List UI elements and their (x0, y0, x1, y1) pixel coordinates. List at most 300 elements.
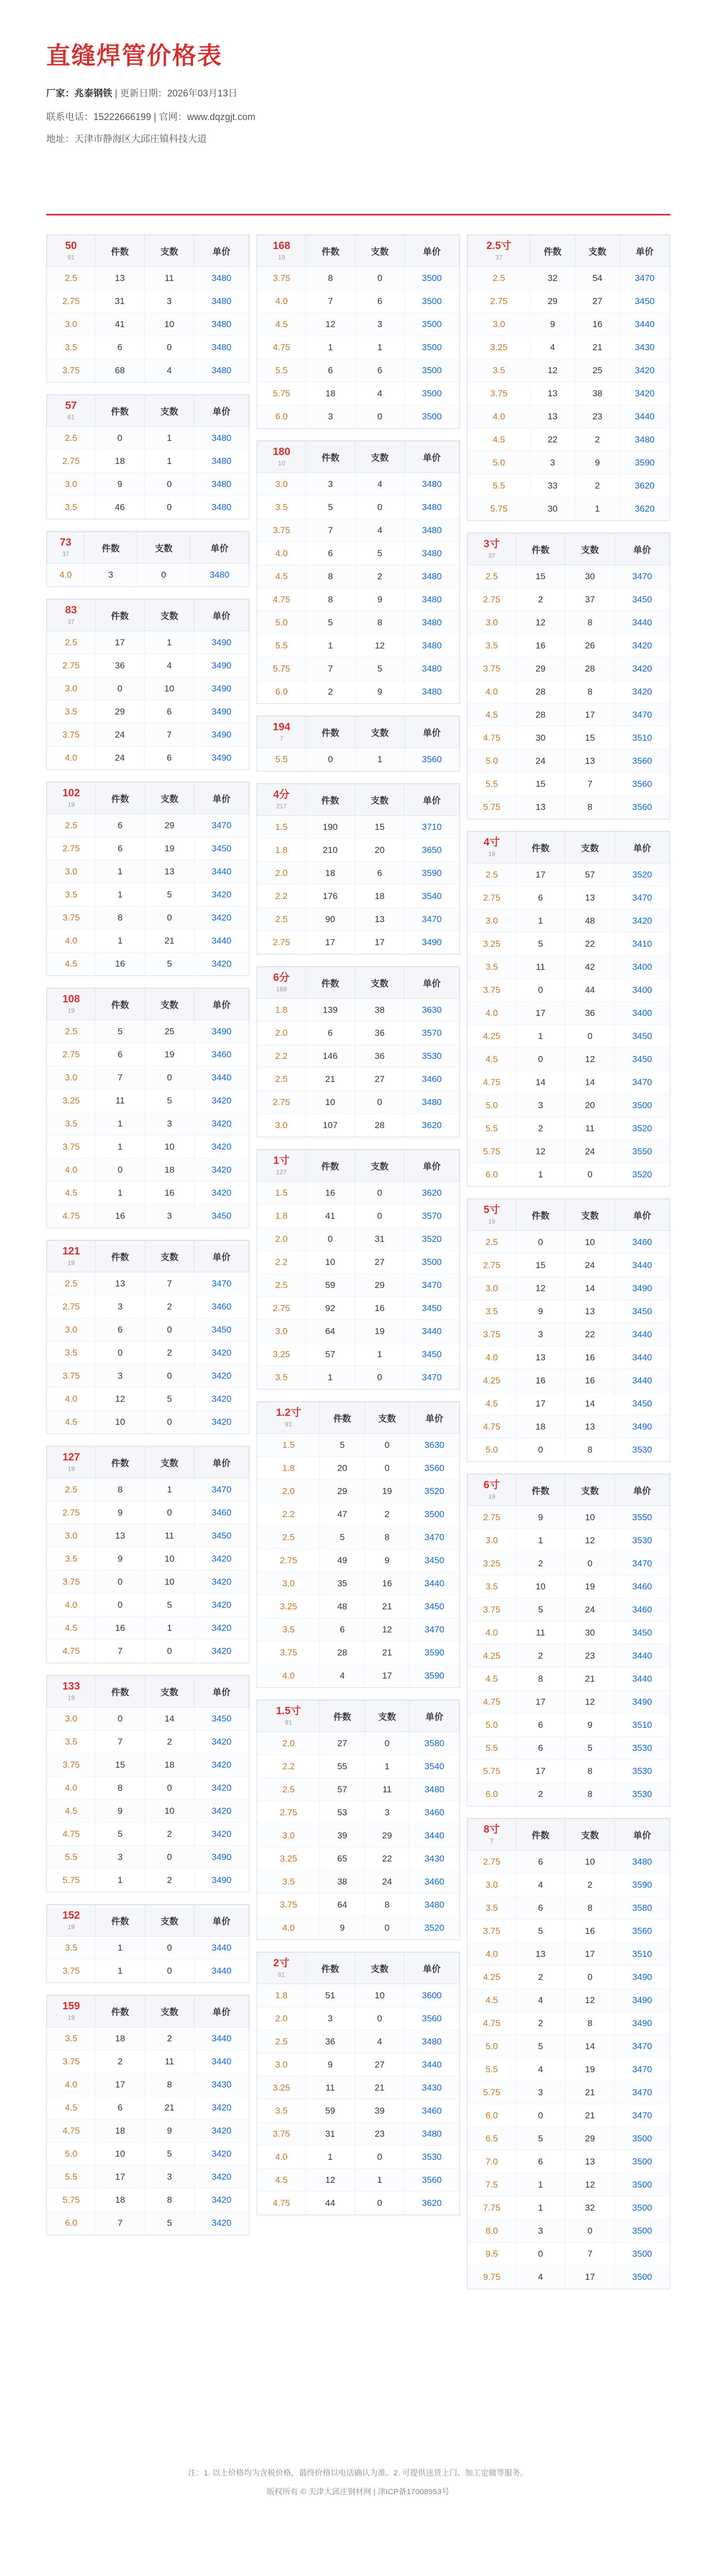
thickness-cell: 5.75 (468, 497, 530, 521)
qty-header: 件数 (516, 1819, 565, 1850)
price-table (257, 235, 459, 428)
price-cell: 3530 (615, 1438, 670, 1462)
pcs-cell: 4 (355, 2030, 404, 2053)
qty-cell: 11 (516, 1621, 565, 1644)
thickness-cell: 4.75 (47, 1823, 95, 1846)
pcs-cell: 8 (565, 1897, 615, 1920)
table-row (258, 1228, 459, 1251)
price-header: 单价 (410, 1402, 459, 1434)
thickness-cell: 4.25 (468, 1966, 516, 1989)
thickness-cell: 3.0 (468, 1529, 516, 1552)
price-header: 单价 (404, 784, 459, 816)
table-row (468, 910, 670, 933)
table-row (258, 519, 459, 542)
qty-cell: 9 (516, 1506, 565, 1529)
pcs-cell: 37 (565, 588, 615, 611)
pcs-cell: 54 (575, 267, 619, 290)
pcs-cell: 19 (145, 1043, 194, 1066)
table-row (47, 1617, 249, 1640)
table-row (258, 999, 459, 1022)
table-row (47, 290, 249, 313)
qty-cell: 13 (95, 1272, 145, 1295)
spec-header (258, 1150, 306, 1182)
spec-name: 102 (62, 787, 80, 799)
qty-header: 件数 (305, 967, 355, 999)
pcs-cell: 5 (355, 542, 404, 565)
qty-cell: 0 (306, 748, 355, 771)
thickness-cell: 3.5 (47, 700, 95, 723)
qty-cell: 15 (95, 1754, 145, 1777)
pcs-cell: 8 (565, 1783, 615, 1806)
table-row (47, 953, 249, 976)
qty-cell: 10 (95, 2142, 145, 2166)
price-cell: 3420 (194, 906, 249, 929)
price-cell: 3420 (194, 1617, 249, 1640)
pcs-cell: 8 (145, 2073, 194, 2096)
thickness-cell: 2.0 (258, 1022, 306, 1045)
qty-cell: 12 (95, 1388, 145, 1411)
qty-cell: 29 (516, 657, 565, 680)
pcs-header: 支数 (565, 1475, 615, 1506)
qty-cell: 6 (516, 1897, 565, 1920)
table-row (468, 1966, 670, 1989)
qty-header: 件数 (95, 783, 145, 814)
pcs-cell: 39 (355, 2099, 404, 2123)
price-cell: 3480 (194, 496, 249, 519)
column-middle (257, 234, 460, 2227)
qty-cell: 190 (305, 816, 355, 839)
thickness-cell: 5.75 (468, 2081, 516, 2104)
table-row (468, 1346, 670, 1369)
pcs-header: 支数 (145, 395, 194, 427)
qty-cell: 16 (95, 953, 145, 976)
table-row (258, 1801, 459, 1824)
qty-cell: 8 (95, 906, 145, 929)
price-cell: 3490 (615, 1277, 670, 1300)
pcs-cell: 12 (355, 634, 404, 657)
thickness-cell: 2.5 (47, 814, 95, 837)
price-cell: 3620 (620, 497, 670, 521)
spec-count: 37 (67, 618, 75, 626)
price-cell: 3460 (615, 1575, 670, 1598)
pcs-cell: 21 (565, 2081, 615, 2104)
thickness-cell: 3.5 (258, 1618, 320, 1641)
table-row (468, 796, 670, 819)
qty-cell: 12 (516, 1277, 565, 1300)
qty-cell: 6 (305, 1022, 355, 1045)
pcs-cell: 9 (575, 451, 619, 474)
pcs-cell: 0 (365, 1732, 409, 1755)
thickness-cell: 3.75 (47, 1571, 95, 1594)
price-cell: 3490 (615, 2012, 670, 2035)
thickness-cell: 2.75 (468, 886, 516, 910)
pcs-cell: 17 (565, 703, 615, 727)
thickness-cell: 5.75 (258, 382, 306, 405)
spec-table (46, 394, 250, 519)
spec-count: 217 (276, 803, 287, 810)
table-row (47, 2189, 249, 2212)
price-cell: 3520 (404, 1228, 459, 1251)
table-row (258, 290, 459, 313)
qty-cell: 65 (320, 1847, 365, 1870)
pcs-cell: 17 (565, 1943, 615, 1966)
table-row (47, 1341, 249, 1365)
qty-cell: 7 (95, 2212, 145, 2235)
qty-cell: 7 (95, 1066, 145, 1089)
price-cell: 3470 (404, 908, 459, 931)
price-cell: 3630 (410, 1434, 459, 1457)
qty-header: 件数 (95, 1241, 145, 1272)
table-row (47, 2212, 249, 2235)
table-row (47, 1089, 249, 1112)
spec-name: 152 (62, 1910, 80, 1922)
pcs-cell: 16 (565, 1346, 615, 1369)
table-row (468, 1644, 670, 1668)
price-cell: 3480 (404, 588, 459, 611)
thickness-cell: 5.0 (468, 451, 530, 474)
table-row (47, 814, 249, 837)
pcs-cell: 26 (565, 634, 615, 657)
thickness-cell: 7.5 (468, 2173, 516, 2196)
qty-header: 件数 (95, 235, 144, 267)
spec-table (467, 1474, 670, 1806)
pcs-cell: 17 (365, 1664, 409, 1687)
table-row (468, 588, 670, 611)
thickness-cell: 5.75 (258, 657, 306, 680)
price-cell: 3440 (194, 929, 249, 953)
spec-count: 169 (276, 986, 287, 993)
table-row (468, 2243, 670, 2266)
qty-cell: 0 (516, 1231, 565, 1254)
price-cell: 3470 (615, 2058, 670, 2081)
qty-header: 件数 (305, 784, 355, 816)
table-row (258, 1434, 459, 1457)
pcs-cell: 4 (355, 519, 404, 542)
pcs-cell: 2 (575, 428, 619, 451)
table-row (47, 1318, 249, 1341)
price-table (47, 599, 249, 770)
qty-cell: 4 (516, 2266, 565, 2289)
qty-header: 件数 (305, 1150, 355, 1182)
table-row (258, 1114, 459, 1137)
price-cell: 3480 (410, 1893, 459, 1917)
thickness-cell: 3.75 (47, 1754, 95, 1777)
price-table (257, 1700, 459, 1940)
price-cell: 3490 (615, 1966, 670, 1989)
table-row (47, 267, 249, 290)
price-cell: 3440 (194, 1066, 249, 1089)
pcs-cell: 25 (575, 359, 619, 382)
table-row (468, 1071, 670, 1094)
pcs-cell: 0 (365, 1917, 409, 1940)
spec-table (46, 1446, 250, 1663)
price-table (467, 1474, 670, 1806)
table-row (258, 1847, 459, 1870)
price-cell: 3530 (615, 1529, 670, 1552)
table-row (468, 1438, 670, 1462)
qty-cell: 3 (84, 564, 137, 587)
spec-count: 19 (68, 1259, 75, 1267)
pcs-cell: 29 (365, 1824, 409, 1847)
qty-cell: 9 (530, 313, 575, 336)
thickness-cell: 6.0 (258, 405, 306, 428)
table-row (468, 1850, 670, 1874)
qty-cell: 90 (305, 908, 355, 931)
qty-cell: 31 (95, 290, 144, 313)
price-header: 单价 (404, 1150, 459, 1182)
qty-header: 件数 (95, 1447, 145, 1478)
thickness-cell: 4.0 (468, 1002, 516, 1025)
table-row (47, 906, 249, 929)
table-row (468, 1117, 670, 1140)
thickness-cell: 2.5 (258, 1274, 306, 1297)
table-row (468, 2035, 670, 2058)
qty-cell: 12 (305, 2169, 355, 2192)
price-cell: 3520 (615, 863, 670, 886)
price-cell: 3450 (410, 1595, 459, 1618)
table-row (47, 2027, 249, 2050)
price-cell: 3470 (404, 1366, 459, 1389)
qty-cell: 18 (95, 2119, 145, 2142)
pcs-cell: 1 (355, 748, 404, 771)
thickness-cell: 5.5 (468, 1737, 516, 1760)
table-row (47, 1960, 249, 1983)
table-row (468, 727, 670, 750)
spec-count: 10 (278, 460, 285, 468)
pcs-cell: 0 (565, 1966, 615, 1989)
qty-cell: 4 (530, 336, 575, 359)
spec-table (467, 831, 670, 1187)
price-header: 单价 (615, 534, 670, 565)
price-cell: 3510 (615, 1714, 670, 1737)
pcs-cell: 22 (565, 933, 615, 956)
qty-cell: 9 (516, 1300, 565, 1323)
pcs-cell: 36 (355, 1022, 404, 1045)
table-row (468, 1300, 670, 1323)
price-table (47, 1675, 249, 1892)
thickness-cell: 3.5 (47, 1936, 95, 1960)
thickness-cell: 4.5 (468, 1989, 516, 2012)
thickness-cell: 2.5 (258, 1068, 306, 1091)
qty-cell: 17 (516, 1002, 565, 1025)
pcs-cell: 6 (355, 359, 404, 382)
spec-count: 61 (277, 1971, 285, 1979)
thickness-cell: 5.5 (258, 748, 306, 771)
table-row (468, 359, 670, 382)
thickness-cell: 2.75 (47, 1295, 95, 1318)
price-cell: 3440 (615, 1323, 670, 1346)
pcs-header: 支数 (365, 1402, 409, 1434)
pcs-cell: 7 (145, 1272, 194, 1295)
table-row (468, 405, 670, 428)
table-row (258, 816, 459, 839)
pcs-cell: 23 (355, 2123, 404, 2146)
price-cell: 3570 (404, 1205, 459, 1228)
price-cell: 3470 (194, 1478, 249, 1501)
spec-header (47, 395, 95, 427)
qty-cell: 2 (516, 1783, 565, 1806)
price-cell: 3450 (620, 290, 670, 313)
table-row (258, 2169, 459, 2192)
qty-cell: 3 (530, 451, 575, 474)
thickness-cell: 4.5 (47, 953, 95, 976)
pcs-cell: 0 (145, 1960, 194, 1983)
thickness-cell: 3.25 (258, 2076, 306, 2099)
price-header: 单价 (615, 1475, 670, 1506)
spec-name: 168 (273, 240, 291, 252)
table-row (47, 1869, 249, 1892)
qty-cell: 6 (306, 542, 355, 565)
price-cell: 3580 (615, 1897, 670, 1920)
thickness-cell: 3.5 (258, 2099, 306, 2123)
price-cell: 3500 (404, 405, 459, 428)
price-cell: 3520 (615, 1117, 670, 1140)
price-cell: 3500 (615, 2266, 670, 2289)
price-cell: 3470 (615, 565, 670, 588)
thickness-cell: 4.5 (468, 1048, 516, 1071)
spec-name: 1.5寸 (276, 1705, 301, 1717)
qty-cell: 1 (516, 2196, 565, 2220)
qty-cell: 15 (516, 773, 565, 796)
spec-header (258, 441, 306, 473)
qty-cell: 17 (95, 2073, 145, 2096)
price-table (257, 716, 459, 771)
qty-cell: 3 (95, 1846, 145, 1869)
price-cell: 3420 (194, 883, 249, 906)
pcs-cell: 5 (145, 953, 194, 976)
qty-cell: 7 (306, 290, 355, 313)
qty-cell: 59 (305, 2099, 355, 2123)
qty-cell: 1 (306, 634, 355, 657)
thickness-cell: 3.0 (468, 910, 516, 933)
qty-cell: 1 (95, 860, 145, 883)
price-cell: 3470 (615, 2104, 670, 2127)
pcs-cell: 8 (565, 796, 615, 819)
price-cell: 3420 (194, 1800, 249, 1823)
thickness-cell: 2.5 (468, 863, 516, 886)
pcs-cell: 22 (365, 1847, 409, 1870)
thickness-cell: 2.75 (468, 290, 530, 313)
qty-cell: 41 (305, 1205, 355, 1228)
pcs-cell: 8 (565, 2012, 615, 2035)
thickness-cell: 2.75 (468, 588, 516, 611)
pcs-cell: 13 (355, 908, 404, 931)
table-row (258, 1045, 459, 1068)
qty-cell: 6 (95, 1043, 145, 1066)
qty-header: 件数 (95, 1676, 145, 1707)
spec-header (258, 1701, 320, 1732)
qty-cell: 8 (95, 1777, 145, 1800)
price-table (467, 1819, 670, 2289)
pcs-cell: 10 (565, 1506, 615, 1529)
qty-cell: 4 (516, 1989, 565, 2012)
pcs-header: 支数 (565, 534, 615, 565)
spec-count: 61 (67, 414, 75, 421)
spec-header (47, 1905, 95, 1936)
price-cell: 3450 (194, 1318, 249, 1341)
spec-count: 19 (488, 1218, 496, 1226)
pcs-cell: 0 (355, 1182, 404, 1205)
thickness-cell: 2.5 (258, 1526, 320, 1549)
thickness-cell: 3.75 (47, 2050, 95, 2073)
pcs-cell: 16 (565, 1920, 615, 1943)
pcs-cell: 27 (355, 1251, 404, 1274)
spec-table (257, 783, 460, 955)
price-cell: 3560 (404, 2169, 459, 2192)
qty-cell: 3 (306, 405, 355, 428)
thickness-cell: 2.75 (468, 1850, 516, 1874)
table-row (47, 1159, 249, 1182)
price-cell: 3450 (194, 1205, 249, 1228)
price-table (47, 235, 249, 382)
qty-cell: 5 (516, 933, 565, 956)
spec-name: 159 (62, 2000, 80, 2012)
table-row (258, 1022, 459, 1045)
pcs-cell: 19 (365, 1480, 409, 1503)
pcs-cell: 0 (145, 496, 194, 519)
thickness-cell: 4.5 (468, 1392, 516, 1415)
pcs-cell: 2 (145, 1295, 194, 1318)
qty-header: 件数 (530, 235, 575, 267)
thickness-cell: 9.5 (468, 2243, 516, 2266)
thickness-cell: 3.5 (47, 496, 95, 519)
qty-cell: 28 (516, 703, 565, 727)
thickness-cell: 3.5 (468, 1897, 516, 1920)
qty-cell: 5 (306, 611, 355, 634)
price-cell: 3420 (194, 1388, 249, 1411)
pcs-cell: 2 (145, 1869, 194, 1892)
pcs-cell: 44 (565, 979, 615, 1002)
thickness-cell: 3.0 (47, 473, 95, 496)
qty-cell: 0 (516, 979, 565, 1002)
qty-cell: 64 (320, 1893, 365, 1917)
pcs-cell: 0 (145, 1411, 194, 1434)
qty-cell: 18 (305, 862, 355, 885)
pcs-cell: 13 (565, 1300, 615, 1323)
pcs-cell: 23 (565, 1644, 615, 1668)
qty-cell: 4 (516, 1874, 565, 1897)
thickness-cell: 3.5 (47, 1341, 95, 1365)
qty-header: 件数 (84, 532, 137, 564)
spec-header (47, 532, 84, 564)
price-cell: 3470 (194, 814, 249, 837)
qty-header: 件数 (305, 1953, 355, 1984)
qty-cell: 1 (306, 336, 355, 359)
pcs-cell: 0 (145, 1777, 194, 1800)
thickness-cell: 4.75 (468, 1071, 516, 1094)
price-cell: 3600 (404, 1984, 459, 2007)
qty-cell: 4 (320, 1664, 365, 1687)
qty-cell: 6 (516, 2150, 565, 2173)
table-row (258, 1091, 459, 1114)
spec-header (47, 989, 95, 1020)
page-header (46, 37, 670, 145)
table-row (47, 883, 249, 906)
qty-cell: 51 (305, 1984, 355, 2007)
table-row (47, 450, 249, 473)
pcs-cell: 0 (355, 405, 404, 428)
qty-cell: 9 (95, 1800, 145, 1823)
pcs-header: 支数 (145, 1241, 194, 1272)
table-row (468, 1737, 670, 1760)
spec-header (47, 235, 95, 267)
price-cell: 3480 (615, 1850, 670, 1874)
pcs-cell: 12 (565, 2173, 615, 2196)
qty-cell: 18 (95, 2189, 145, 2212)
thickness-cell: 4.0 (47, 1388, 95, 1411)
thickness-cell: 4.75 (47, 1640, 95, 1663)
price-cell: 3480 (194, 313, 249, 336)
